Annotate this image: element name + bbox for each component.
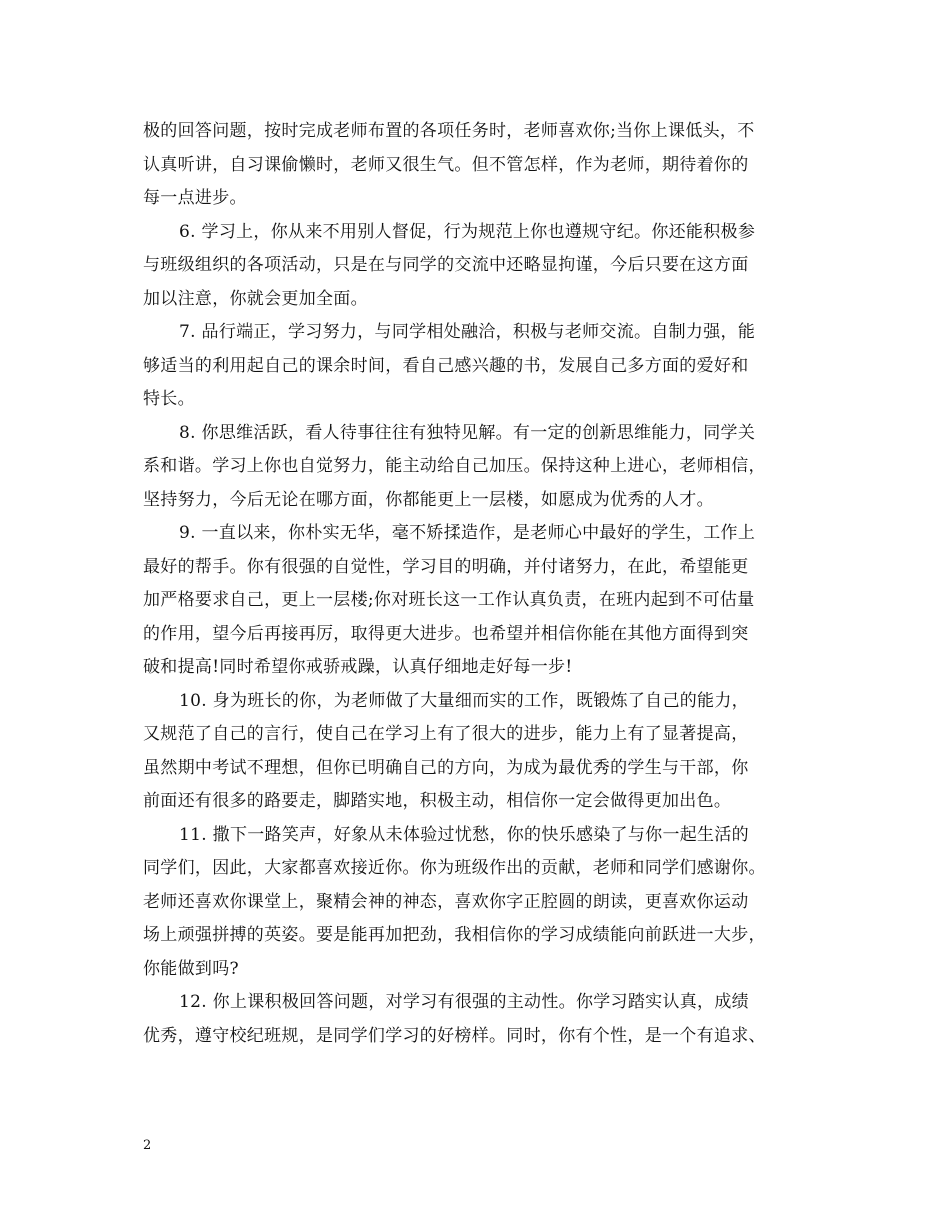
text-line: 11. 撒下一路笑声，好象从未体验过忧愁，你的快乐感染了与你一起生活的 xyxy=(179,824,749,845)
text-line: 8. 你思维活跃，看人待事往往有独特见解。有一定的创新思维能力，同学关 xyxy=(179,422,756,443)
text-line: 破和提高!同时希望你戒骄戒躁，认真仔细地走好每一步! xyxy=(143,657,573,677)
text-line: 同学们，因此，大家都喜欢接近你。你为班级作出的贡献，老师和同学们感谢你。 xyxy=(143,858,766,878)
text-line: 9. 一直以来，你朴实无华，毫不矫揉造作，是老师心中最好的学生，工作上 xyxy=(179,523,756,543)
text-line: 加严格要求自己，更上一层楼;你对班长这一工作认真负责，在班内起到不可估量 xyxy=(143,590,755,610)
text-line: 老师还喜欢你课堂上，聚精会神的神态，喜欢你字正腔圆的朗读，更喜欢你运动 xyxy=(143,891,749,912)
text-line: 够适当的利用起自己的课余时间，看自己感兴趣的书，发展自己多方面的爱好和 xyxy=(143,355,749,376)
text-line: 你能做到吗? xyxy=(143,958,239,979)
text-line: 最好的帮手。你有很强的自觉性，学习目的明确，并付诸努力，在此，希望能更 xyxy=(143,556,749,577)
text-line: 12. 你上课积极回答问题，对学习有很强的主动性。你学习踏实认真，成绩 xyxy=(179,992,749,1012)
text-line: 又规范了自己的言行，使自己在学习上有了很大的进步，能力上有了显著提高， xyxy=(143,724,749,744)
text-line: 特长。 xyxy=(143,389,195,409)
text-line: 优秀，遵守校纪班规，是同学们学习的好榜样。同时，你有个性，是一个有追求、 xyxy=(143,1025,766,1046)
text-line: 场上顽强拼搏的英姿。要是能再加把劲，我相信你的学习成绩能向前跃进一大步， xyxy=(143,925,766,945)
text-line: 坚持努力，今后无论在哪方面，你都能更上一层楼，如愿成为优秀的人才。 xyxy=(143,489,714,510)
text-line: 虽然期中考试不理想，但你已明确自己的方向，为成为最优秀的学生与干部，你 xyxy=(143,757,749,778)
text-line: 前面还有很多的路要走，脚踏实地，积极主动，相信你一定会做得更加出色。 xyxy=(143,791,732,811)
text-line: 认真听讲，自习课偷懒时，老师又很生气。但不管怎样，作为老师，期待着你的 xyxy=(143,154,749,175)
text-line: 6. 学习上，你从来不用别人督促，行为规范上你也遵规守纪。你还能积极参 xyxy=(179,221,756,242)
text-line: 极的回答问题，按时完成老师布置的各项任务时，老师喜欢你;当你上课低头，不 xyxy=(143,121,755,141)
text-line: 7. 品行端正，学习努力，与同学相处融洽，积极与老师交流。自制力强，能 xyxy=(179,322,756,342)
text-line: 加以注意，你就会更加全面。 xyxy=(143,288,368,309)
text-line: 系和谐。学习上你也自觉努力，能主动给自己加压。保持这种上进心，老师相信， xyxy=(143,456,766,476)
text-line: 的作用，望今后再接再厉，取得更大进步。也希望并相信你能在其他方面得到突 xyxy=(143,623,749,644)
text-line: 与班级组织的各项活动，只是在与同学的交流中还略显拘谨，今后只要在这方面 xyxy=(143,255,749,275)
page-number: 2 xyxy=(143,1138,152,1153)
text-line: 10. 身为班长的你，为老师做了大量细而实的工作，既锻炼了自己的能力， xyxy=(179,690,749,711)
text-line: 每一点进步。 xyxy=(143,188,247,208)
document-body xyxy=(143,115,823,1053)
